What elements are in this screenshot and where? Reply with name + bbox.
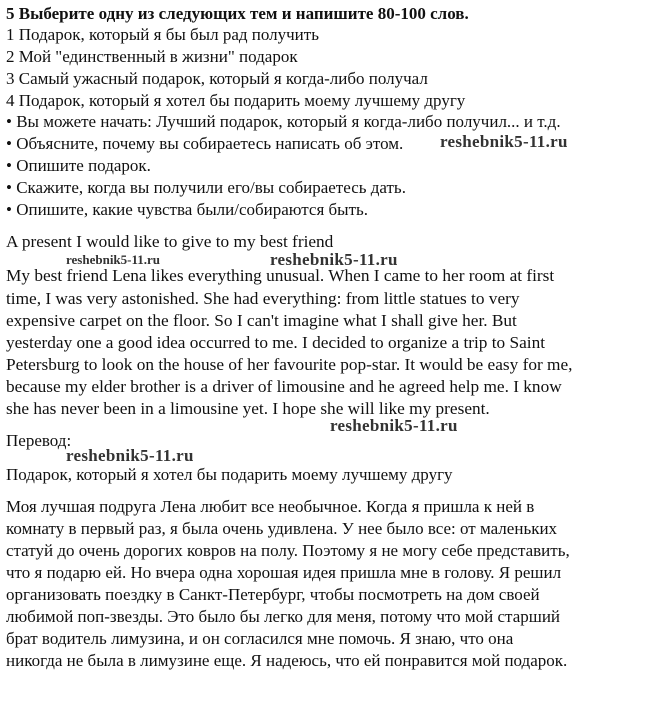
translation-line-3: статуй до очень дорогих ковров на полу. Поэтому я не могу себе представить, [6, 541, 570, 560]
essay-title: A present I would like to give to my best friend [6, 232, 334, 251]
watermark-2: reshebnik5-11.ru [66, 252, 161, 267]
task-title: 5 Выберите одну из следующих тем и напишите 80-100 слов. [6, 4, 469, 23]
essay-line-3: expensive carpet on the floor. So I can't imagine what I shall give her. But [6, 311, 517, 330]
watermark-5: reshebnik5-11.ru [66, 446, 194, 465]
translation-label: Перевод: [6, 431, 72, 450]
essay-line-1: My best friend Lena likes everything unusual. When I came to her room at first [6, 266, 555, 285]
bullet-2: • Объясните, почему вы собираетесь написать об этом. [6, 134, 404, 153]
translation-line-4: что я подарю ей. Но вчера одна хорошая идея пришла мне в голову. Я решил [6, 563, 562, 582]
topic-4: 4 Подарок, который я хотел бы подарить моему лучшему другу [6, 91, 466, 110]
topic-1: 1 Подарок, который я бы был рад получить [6, 25, 319, 44]
essay-line-2: time, I was very astonished. She had everything: from little statues to very [6, 289, 520, 308]
translation-line-6: любимой поп-звезды. Это было бы легко для меня, потому что мой старший [6, 607, 561, 626]
bullet-5: • Опишите, какие чувства были/собираются быть. [6, 200, 369, 219]
translation-line-1: Моя лучшая подруга Лена любит все необычное. Когда я пришла к ней в [6, 497, 535, 516]
bullet-4: • Скажите, когда вы получили его/вы собираетесь дать. [6, 178, 406, 197]
translation-line-8: никогда не была в лимузине еще. Я надеюсь, что ей понравится мой подарок. [6, 651, 568, 670]
bullet-3: • Опишите подарок. [6, 156, 151, 175]
watermark-1: reshebnik5-11.ru [440, 132, 568, 151]
essay-line-7: she has never been in a limousine yet. I hope she will like my present. [6, 399, 490, 418]
essay-line-6: because my elder brother is a driver of limousine and he agreed help me. I know [6, 377, 562, 396]
translation-line-5: организовать поездку в Санкт-Петербург, чтобы посмотреть на дом своей [6, 585, 540, 604]
topic-3: 3 Самый ужасный подарок, который я когда-либо получал [6, 69, 428, 88]
translation-title: Подарок, который я хотел бы подарить моему лучшему другу [6, 465, 453, 484]
watermark-4: reshebnik5-11.ru [330, 416, 458, 435]
watermark-3: reshebnik5-11.ru [270, 250, 398, 269]
translation-line-2: комнату в первый раз, я была очень удивлена. У нее было все: от маленьких [6, 519, 558, 538]
essay-line-4: yesterday one a good idea occurred to me. I decided to organize a trip to Saint [6, 333, 546, 352]
translation-line-7: брат водитель лимузина, и он согласился мне помочь. Я знаю, что она [6, 629, 514, 648]
topic-2: 2 Мой "единственный в жизни" подарок [6, 47, 298, 66]
essay-line-5: Petersburg to look on the house of her favourite pop-star. It would be easy for me, [6, 355, 573, 374]
bullet-1: • Вы можете начать: Лучший подарок, который я когда-либо получил... и т.д. [6, 112, 561, 131]
